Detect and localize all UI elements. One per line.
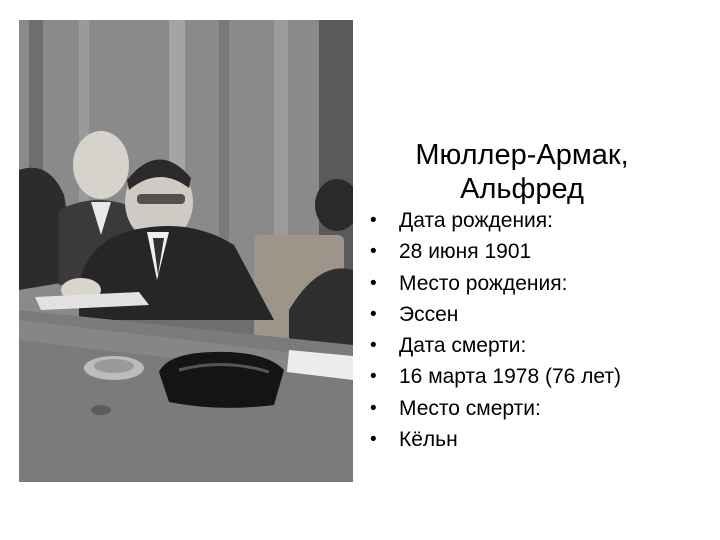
bullet-icon: • [370, 210, 377, 231]
list-item [370, 330, 710, 361]
list-item [370, 424, 710, 455]
bullet-icon: • [370, 241, 377, 263]
slide-title [372, 138, 672, 206]
bullet-icon: • [370, 303, 377, 325]
bullet-icon: • [370, 366, 377, 388]
list-item [370, 236, 710, 267]
bullet-icon: • [370, 429, 377, 451]
facts-list [370, 205, 710, 455]
bullet-icon: • [370, 272, 377, 294]
bullet-icon: • [370, 397, 377, 419]
title-line-surname: Мюллер-Армак, [415, 139, 629, 171]
fact-birth-place-value: Эссен [399, 302, 459, 326]
fact-birth-place-label: Место рождения: [399, 271, 568, 295]
portrait-photo [19, 20, 353, 482]
list-item [370, 299, 710, 330]
fact-death-date-label: Дата смерти: [399, 334, 527, 358]
list-item [370, 393, 710, 424]
fact-birth-date-value: 28 июня 1901 [399, 240, 532, 264]
list-item [370, 205, 710, 236]
fact-death-date-value: 16 марта 1978 (76 лет) [399, 365, 622, 389]
fact-death-place-value: Кёльн [399, 428, 458, 452]
list-item [370, 361, 710, 392]
fact-death-place-label: Место смерти: [399, 396, 541, 420]
list-item [370, 268, 710, 299]
title-line-name: Альфред [460, 173, 584, 205]
bullet-icon: • [370, 335, 377, 357]
fact-birth-date-label: Дата рождения: [399, 209, 553, 232]
